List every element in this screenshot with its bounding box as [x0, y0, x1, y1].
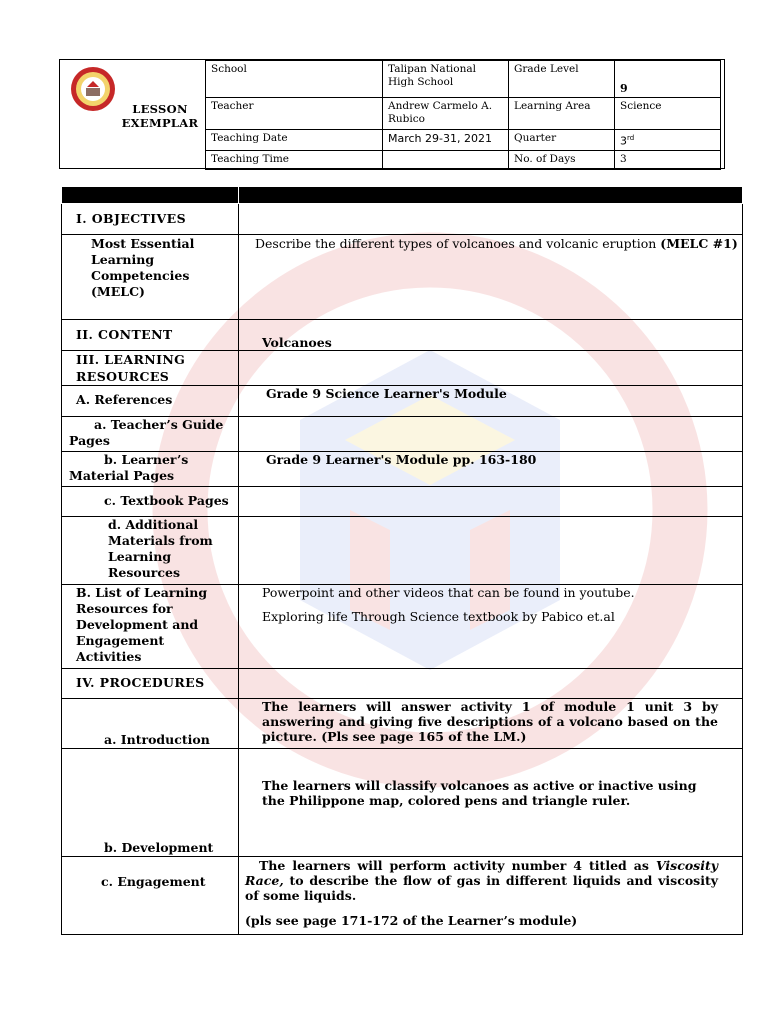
resources-value — [239, 351, 743, 386]
deped-seal-icon — [70, 66, 116, 112]
textbook-value — [239, 487, 743, 517]
melc-label-cell — [62, 235, 239, 320]
lesson-exemplar-title — [112, 102, 208, 130]
engagement-text-before: The learners will perform activity number 4 titled as — [259, 858, 649, 873]
introduction-text: The learners will answer activity 1 of module 1 unit 3 by answering and giving five descriptions of a volcano based on the picture. (Pls see page 165 of the LM.) — [239, 699, 743, 749]
engagement-activity-title: Viscosity Race, — [245, 858, 718, 888]
resource-item-1: Powerpoint and other videos that can be found in youtube. — [262, 585, 635, 600]
objectives-label: I. OBJECTIVES — [62, 204, 239, 235]
quarter-label: Quarter — [509, 130, 615, 151]
learners-material-value: Grade 9 Learner's Module pp. 163-180 — [239, 452, 743, 487]
melc-label: Most Essential Learning Competencies (MELC) — [91, 236, 195, 299]
teachers-guide-value — [239, 417, 743, 452]
quarter-suffix: rd — [627, 134, 635, 142]
teacher-label: Teacher — [206, 98, 383, 130]
melc-value — [239, 235, 743, 320]
header-info-table — [205, 60, 721, 170]
introduction-label: a. Introduction — [62, 699, 239, 749]
school-label: School — [206, 61, 383, 98]
additional-materials-label: d. Additional Materials from Learning Resources — [108, 517, 213, 580]
development-text: The learners will classify volcanoes as active or inactive using the Philippone map, colored pens and triangle ruler. — [239, 749, 743, 857]
engagement-text-after: to describe the flow of gas in different liquids and viscosity of some liquids. — [245, 873, 718, 903]
days-value: 3 — [615, 151, 721, 170]
procedures-value — [239, 669, 743, 699]
additional-materials-value — [239, 517, 743, 585]
content-label: II. CONTENT — [62, 320, 239, 351]
teaching-time-value — [383, 151, 509, 170]
learning-resources-list-value — [239, 585, 743, 669]
content-value: Volcanoes — [239, 320, 743, 351]
quarter-number: 3 — [620, 134, 627, 148]
objectives-value — [239, 204, 743, 235]
introduction-row — [62, 699, 743, 749]
resources-row — [62, 351, 743, 386]
procedures-row — [62, 669, 743, 699]
teaching-date-value: March 29-31, 2021 — [383, 130, 509, 151]
grade-level-value: 9 — [615, 61, 721, 98]
resource-item-2: Exploring life Through Science textbook by Pabico et.al — [262, 609, 615, 624]
procedures-label: IV. PROCEDURES — [62, 669, 239, 699]
black-header-bar — [62, 187, 743, 204]
content-row — [62, 320, 743, 351]
development-row — [62, 749, 743, 857]
learning-area-label: Learning Area — [509, 98, 615, 130]
school-value: Talipan National High School — [383, 61, 509, 98]
melc-tag: (MELC #1) — [660, 236, 738, 251]
title-line-1: LESSON — [132, 102, 188, 116]
teacher-value: Andrew Carmelo A. Rubico — [383, 98, 509, 130]
engagement-note: (pls see page 171-172 of the Learner’s module) — [245, 913, 578, 928]
melc-text: Describe the different types of volcanoes and volcanic eruption — [255, 236, 657, 251]
teaching-time-label: Teaching Time — [206, 151, 383, 170]
teachers-guide-row — [62, 417, 743, 452]
references-value: Grade 9 Science Learner's Module — [239, 386, 743, 417]
teaching-date-label: Teaching Date — [206, 130, 383, 151]
references-label: A. References — [62, 386, 239, 417]
days-label: No. of Days — [509, 151, 615, 170]
engagement-row — [62, 857, 743, 935]
learners-material-label: b. Learner’s Material Pages — [62, 452, 239, 487]
grade-level-label: Grade Level — [509, 61, 615, 98]
additional-materials-row — [62, 517, 743, 585]
lesson-plan-table — [61, 186, 743, 935]
learning-area-value: Science — [615, 98, 721, 130]
references-row — [62, 386, 743, 417]
learning-resources-list-cell — [62, 585, 239, 669]
objectives-row — [62, 204, 743, 235]
engagement-label: c. Engagement — [62, 857, 239, 935]
additional-materials-cell — [62, 517, 239, 585]
teachers-guide-label: a. Teacher’s Guide Pages — [62, 417, 239, 452]
quarter-value — [615, 130, 721, 151]
textbook-row — [62, 487, 743, 517]
melc-row — [62, 235, 743, 320]
engagement-paragraph — [245, 858, 718, 903]
learning-resources-list-label: B. List of Learning Resources for Development and Engagement Activities — [76, 585, 208, 664]
learning-resources-list-row — [62, 585, 743, 669]
development-label: b. Development — [62, 749, 239, 857]
learners-material-row — [62, 452, 743, 487]
resources-label: III. LEARNING RESOURCES — [62, 351, 239, 386]
engagement-text — [239, 857, 743, 935]
textbook-label: c. Textbook Pages — [62, 487, 239, 517]
lesson-exemplar-header — [59, 59, 725, 169]
title-line-2: EXEMPLAR — [121, 116, 199, 130]
